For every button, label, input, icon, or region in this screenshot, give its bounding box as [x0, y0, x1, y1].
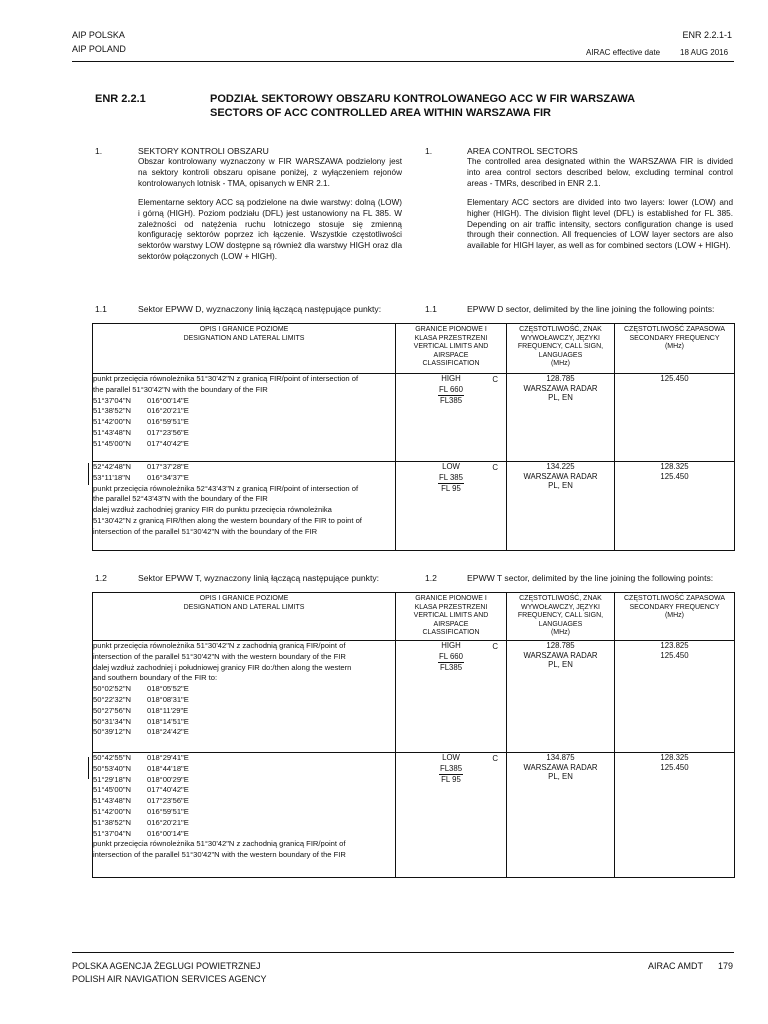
lateral-limits-cell: [93, 641, 396, 753]
layer-level: LOW: [442, 462, 460, 471]
longitude: 016°34'37"E: [147, 472, 189, 482]
longitude: 018°00'29"E: [147, 774, 189, 784]
longitude: 016°00'14"E: [147, 395, 189, 405]
header-effective-label: AIRAC effective date: [586, 48, 661, 57]
boundary-text: the parallel 52°43'43"N with the boundary of the FIR: [93, 494, 268, 504]
longitude: 017°23'56"E: [147, 427, 189, 437]
vertical-limits-cell: [396, 462, 507, 551]
secondary-frequency: 125.450: [660, 762, 689, 772]
airspace-class: C: [492, 375, 498, 384]
paragraph-en-2: Elementary ACC sectors are divided into two layers: lower (LOW) and higher (HIGH). The division flight level (DFL) is established for FL 385. Depending on air traffic intensity, sectors configuration change is used through their connection. All frequencies of LOW layer sectors are also available for HIGH layer, as well as for combined sectors (LOW + HIGH).: [467, 198, 733, 251]
boundary-text: punkt przecięcia równoleżnika 51°30'42"N z granicą FIR/point of intersection of: [93, 374, 359, 383]
boundary-text: 51°30'42"N z granicą FIR/then along the western boundary of the FIR to point of: [93, 515, 362, 525]
boundary-text: intersection of the parallel 51°30'42"N with the western boundary of the FIR: [93, 651, 346, 661]
coordinate-pair: [93, 818, 395, 829]
frequency-value: 134.225: [546, 462, 575, 471]
subsection-number-en: 1.2: [425, 573, 437, 583]
longitude: 016°59'51"E: [147, 417, 189, 427]
latitude: 51°42'00"N: [93, 417, 132, 427]
longitude: 016°59'51"E: [147, 806, 189, 816]
coordinate-pair: [93, 428, 395, 439]
latitude: 50°02'52"N: [93, 684, 132, 694]
paragraph-en-1: The controlled area designated within the WARSZAWA FIR is divided into area control sectors described below, excluding terminal control areas - TMRs, described in ENR 2.1.: [467, 157, 733, 188]
col-header-designation-text: OPIS I GRANICE POZIOME DESIGNATION AND LATERAL LIMITS: [183, 326, 305, 342]
longitude: 018°05'52"E: [147, 684, 189, 694]
coordinate-pair: [93, 764, 395, 775]
sector-table-t: [92, 592, 735, 878]
boundary-text: punkt przecięcia równoleżnika 51°30'42"N z zachodnią granicą FIR/point of: [93, 839, 346, 849]
coordinate-pair: [93, 775, 395, 786]
col-header-secondary: [615, 324, 735, 374]
secondary-frequency: 123.825: [660, 641, 689, 650]
longitude: 018°14'51"E: [147, 716, 189, 726]
call-sign: WARSZAWA RADAR: [523, 762, 598, 772]
vertical-limits-cell: [396, 753, 507, 878]
change-bar: [88, 757, 89, 779]
secondary-frequency: 125.450: [660, 650, 689, 660]
table-row: [93, 753, 735, 878]
subsection-number-pl: 1.1: [95, 304, 107, 314]
coordinate-pair: [93, 796, 395, 807]
longitude: 016°20'21"E: [147, 817, 189, 827]
coordinate-pair: [93, 829, 395, 840]
vertical-limits-cell: [396, 641, 507, 753]
coordinate-pair: [93, 462, 395, 473]
languages: PL, EN: [548, 660, 573, 669]
col-header-secondary-text: CZĘSTOTLIWOŚĆ ZAPASOWA SECONDARY FREQUENCY (MHz): [624, 326, 725, 351]
secondary-frequency-cell: [615, 462, 735, 551]
paragraph-pl-1: Obszar kontrolowany wyznaczony w FIR WARSZAWA podzielony jest na sektory kontroli obszaru opisane poniżej, z wyłączeniem rejonów kontrolowanych lotnisk - TMA, opisanych w ENR 2.1.: [138, 157, 402, 188]
longitude: 018°29'41"E: [147, 753, 189, 762]
latitude: 51°37'04"N: [93, 828, 132, 838]
coordinate-pair: [93, 684, 395, 695]
title-english: SECTORS OF ACC CONTROLLED AREA WITHIN WARSZAWA FIR: [210, 107, 551, 119]
sector-table-d: [92, 323, 735, 551]
latitude: 51°38'52"N: [93, 817, 132, 827]
section-number-en: 1.: [425, 146, 433, 156]
frequency-value: 128.785: [546, 374, 575, 383]
frequency-cell: [507, 641, 615, 753]
col-header-frequency: [507, 593, 615, 641]
secondary-frequency-cell: [615, 374, 735, 462]
longitude: 016°20'21"E: [147, 406, 189, 416]
col-header-frequency-text: CZĘSTOTLIWOŚĆ, ZNAK WYWOŁAWCZY, JĘZYKI FREQUENCY, CALL SIGN, LANGUAGES (MHz): [517, 326, 604, 368]
longitude: 018°44'18"E: [147, 763, 189, 773]
table-row: [93, 641, 735, 753]
coordinate-pair: [93, 706, 395, 717]
col-header-secondary-text: CZĘSTOTLIWOŚĆ ZAPASOWA SECONDARY FREQUENCY (MHz): [624, 595, 725, 620]
lower-limit: FL 95: [441, 484, 461, 493]
secondary-frequency: 125.450: [660, 374, 689, 383]
col-header-designation-text: OPIS I GRANICE POZIOME DESIGNATION AND LATERAL LIMITS: [183, 595, 305, 611]
change-bar: [88, 463, 89, 485]
header-effective-date: 18 AUG 2016: [680, 48, 729, 57]
call-sign: WARSZAWA RADAR: [523, 650, 598, 660]
languages: PL, EN: [548, 393, 573, 402]
section-number-pl: 1.: [95, 146, 103, 156]
latitude: 52°42'48"N: [93, 462, 132, 471]
subsection-heading-en: EPWW T sector, delimited by the line joining the following points:: [467, 573, 714, 583]
table-row: [93, 462, 735, 551]
boundary-text: the parallel 51°30'42"N with the boundary of the FIR: [93, 384, 268, 394]
latitude: 50°22'32"N: [93, 694, 132, 704]
coordinate-pair: [93, 807, 395, 818]
col-header-vertical: [396, 593, 507, 641]
subsection-heading-en: EPWW D sector, delimited by the line joining the following points:: [467, 304, 715, 314]
latitude: 51°42'00"N: [93, 806, 132, 816]
col-header-designation: [93, 324, 396, 374]
title-polish: PODZIAŁ SEKTOROWY OBSZARU KONTROLOWANEGO ACC W FIR WARSZAWA: [210, 93, 636, 105]
col-header-vertical: [396, 324, 507, 374]
secondary-frequency: 125.450: [660, 471, 689, 481]
boundary-text: intersection of the parallel 51°30'42"N with the western boundary of the FIR: [93, 850, 346, 860]
footer-agency-pl: POLSKA AGENCJA ŻEGLUGI POWIETRZNEJ: [72, 961, 261, 971]
header-rule: [72, 61, 734, 62]
longitude: 017°23'56"E: [147, 796, 189, 806]
subsection-heading-pl: Sektor EPWW D, wyznaczony linią łączącą następujące punkty:: [138, 304, 382, 314]
lateral-limits-cell: [93, 753, 396, 878]
coordinate-pair: [93, 753, 395, 764]
call-sign: WARSZAWA RADAR: [523, 383, 598, 393]
boundary-text: intersection of the parallel 51°30'42"N with the boundary of the FIR: [93, 526, 318, 536]
coordinate-pair: [93, 695, 395, 706]
section-code: ENR 2.2.1: [95, 93, 146, 105]
subsection-heading-pl: Sektor EPWW T, wyznaczony linią łączącą następujące punkty:: [138, 573, 380, 583]
longitude: 016°00'14"E: [147, 828, 189, 838]
boundary-text: punkt przecięcia równoleżnika 52°43'43"N z granicą FIR/point of intersection of: [93, 483, 359, 493]
header-page-ref: ENR 2.2.1-1: [682, 30, 732, 40]
frequency-cell: [507, 462, 615, 551]
languages: PL, EN: [548, 772, 573, 781]
upper-limit: FL385: [439, 764, 463, 776]
paragraph-pl-2: Elementarne sektory ACC są podzielone na dwie warstwy: dolną (LOW) i górną (HIGH). Poziom podziału (DFL) jest ustanowiony na FL 385. W zależności od natężenia ruchu lotniczego stosuje się zmienną konfigurację sektorów poprzez ich łączenie. Wszystkie częstotliwości sektorów warstwy LOW dostępne są również dla warstwy HIGH oraz dla sektorów połączonych (LOW + HIGH).: [138, 198, 402, 261]
lower-limit: FL385: [439, 396, 463, 405]
section-heading-pl: SEKTORY KONTROLI OBSZARU: [138, 146, 269, 156]
coordinate-pair: [93, 417, 395, 428]
longitude: 018°11'29"E: [147, 705, 189, 715]
latitude: 51°45'00"N: [93, 785, 132, 795]
secondary-frequency: 128.325: [660, 753, 689, 762]
latitude: 50°42'55"N: [93, 753, 132, 762]
footer-amdt-label: AIRAC AMDT: [648, 961, 704, 971]
header-aip-poland: AIP POLAND: [72, 44, 126, 54]
frequency-cell: [507, 374, 615, 462]
coordinate-pair: [93, 439, 395, 450]
airspace-class: C: [492, 463, 498, 472]
latitude: 51°43'48"N: [93, 796, 132, 806]
upper-limit: FL 660: [438, 385, 464, 397]
latitude: 50°39'12"N: [93, 727, 132, 737]
airspace-class: C: [492, 642, 498, 651]
vertical-limits-cell: [396, 374, 507, 462]
lower-limit: FL385: [439, 663, 463, 672]
footer-amdt-number: 179: [718, 961, 734, 971]
latitude: 50°53'40"N: [93, 763, 132, 773]
footer-rule: [72, 952, 734, 953]
layer-level: LOW: [442, 753, 460, 762]
secondary-frequency-cell: [615, 753, 735, 878]
boundary-text: dalej wzdłuż zachodniej granicy FIR do punktu przecięcia równoleżnika: [93, 505, 332, 515]
coordinate-pair: [93, 406, 395, 417]
latitude: 51°38'52"N: [93, 406, 132, 416]
boundary-text: and southern boundary of the FIR to:: [93, 673, 218, 683]
subsection-number-pl: 1.2: [95, 573, 107, 583]
col-header-vertical-text: GRANICE PIONOWE I KLASA PRZESTRZENI VERTICAL LIMITS AND AIRSPACE CLASSIFICATION: [413, 595, 489, 637]
subsection-number-en: 1.1: [425, 304, 437, 314]
col-header-frequency: [507, 324, 615, 374]
airspace-class: C: [492, 754, 498, 763]
frequency-value: 128.785: [546, 641, 575, 650]
header-aip-polska: AIP POLSKA: [72, 30, 125, 40]
longitude: 017°37'28"E: [147, 462, 189, 471]
coordinate-pair: [93, 473, 395, 484]
languages: PL, EN: [548, 481, 573, 490]
table-row: [93, 374, 735, 462]
section-heading-en: AREA CONTROL SECTORS: [467, 146, 578, 156]
longitude: 018°24'42"E: [147, 727, 189, 737]
latitude: 50°27'56"N: [93, 705, 132, 715]
lower-limit: FL 95: [441, 775, 461, 784]
latitude: 51°37'04"N: [93, 395, 132, 405]
coordinate-pair: [93, 727, 395, 738]
longitude: 017°40'42"E: [147, 438, 189, 448]
longitude: 017°40'42"E: [147, 785, 189, 795]
col-header-frequency-text: CZĘSTOTLIWOŚĆ, ZNAK WYWOŁAWCZY, JĘZYKI FREQUENCY, CALL SIGN, LANGUAGES (MHz): [517, 595, 604, 637]
frequency-cell: [507, 753, 615, 878]
upper-limit: FL 385: [438, 473, 464, 485]
coordinate-pair: [93, 396, 395, 407]
boundary-text: dalej wzdłuż zachodniej i południowej granicy FIR do:/then along the western: [93, 662, 352, 672]
col-header-vertical-text: GRANICE PIONOWE I KLASA PRZESTRZENI VERTICAL LIMITS AND AIRSPACE CLASSIFICATION: [413, 326, 489, 368]
call-sign: WARSZAWA RADAR: [523, 471, 598, 481]
latitude: 51°43'48"N: [93, 427, 132, 437]
latitude: 51°45'00"N: [93, 438, 132, 448]
boundary-text: punkt przecięcia równoleżnika 51°30'42"N z zachodnią granicą FIR/point of: [93, 641, 346, 650]
lateral-limits-cell: [93, 374, 396, 462]
footer-agency-en: POLISH AIR NAVIGATION SERVICES AGENCY: [72, 974, 267, 984]
lateral-limits-cell: [93, 462, 396, 551]
coordinate-pair: [93, 717, 395, 728]
frequency-value: 134.875: [546, 753, 575, 762]
layer-level: HIGH: [441, 641, 461, 650]
upper-limit: FL 660: [438, 652, 464, 664]
longitude: 018°08'31"E: [147, 694, 189, 704]
secondary-frequency-cell: [615, 641, 735, 753]
coordinate-pair: [93, 785, 395, 796]
col-header-secondary: [615, 593, 735, 641]
latitude: 50°31'34"N: [93, 716, 132, 726]
col-header-designation: [93, 593, 396, 641]
secondary-frequency: 128.325: [660, 462, 689, 471]
latitude: 51°29'18"N: [93, 774, 132, 784]
layer-level: HIGH: [441, 374, 461, 383]
latitude: 53°11'18"N: [93, 472, 131, 482]
